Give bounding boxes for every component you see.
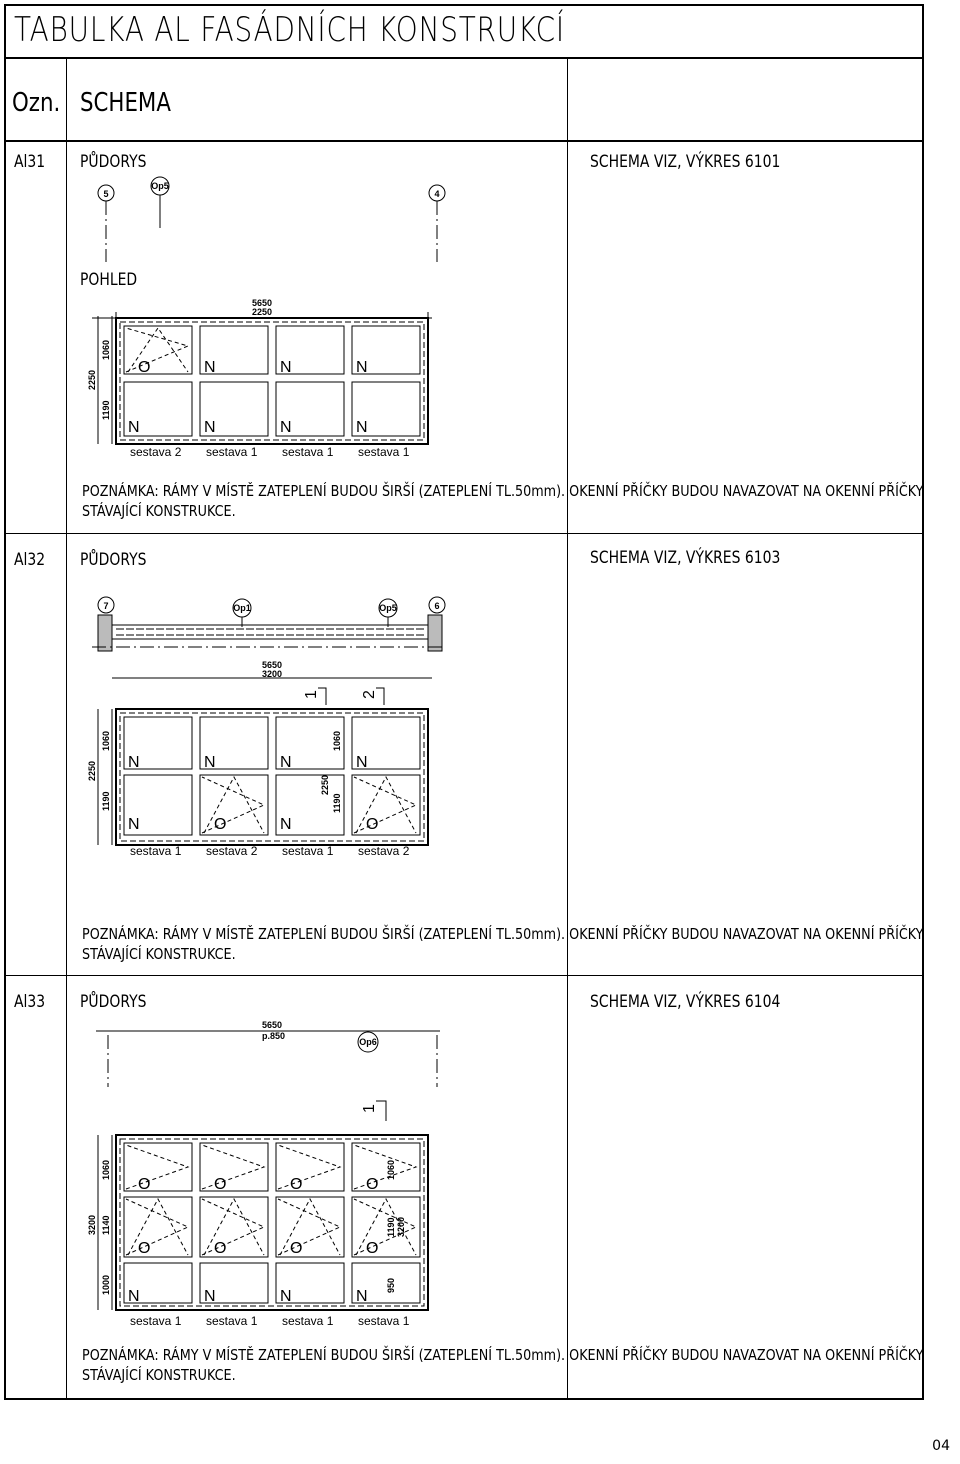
svg-text:N: N <box>280 419 292 436</box>
svg-text:Op6: Op6 <box>359 1037 377 1047</box>
window-elevation-al31 <box>116 318 428 459</box>
svg-text:O: O <box>138 1240 151 1257</box>
svg-text:5650: 5650 <box>262 1020 283 1030</box>
svg-text:O: O <box>138 359 151 376</box>
svg-text:N: N <box>204 359 216 376</box>
svg-text:sestava 1: sestava 1 <box>130 1314 182 1328</box>
schema-ref: SCHEMA VIZ, VÝKRES 6101 <box>590 152 781 172</box>
schema-ref: SCHEMA VIZ, VÝKRES 6104 <box>590 992 781 1012</box>
svg-text:3200: 3200 <box>87 1214 97 1235</box>
svg-text:Op5: Op5 <box>379 603 397 613</box>
drawing-al31 <box>0 0 960 533</box>
svg-text:4: 4 <box>434 189 440 199</box>
svg-text:N: N <box>280 1288 292 1305</box>
plan-section <box>92 615 446 651</box>
svg-text:1140: 1140 <box>101 1215 111 1235</box>
svg-text:2250: 2250 <box>320 774 330 795</box>
svg-text:sestava 1: sestava 1 <box>206 1314 258 1328</box>
svg-text:O: O <box>214 1240 227 1257</box>
svg-text:O: O <box>214 1176 227 1193</box>
svg-text:O: O <box>214 816 227 833</box>
pudorys-label: PŮDORYS <box>80 992 147 1012</box>
svg-text:3200: 3200 <box>262 669 283 679</box>
svg-text:1: 1 <box>361 1104 378 1113</box>
svg-text:1060: 1060 <box>332 730 342 751</box>
dim-top <box>92 298 432 324</box>
svg-text:950: 950 <box>386 1277 396 1293</box>
header-ozn: Ozn. <box>12 88 61 118</box>
note-line-2: STÁVAJÍCÍ KONSTRUKCE. <box>82 502 236 520</box>
opening-marker-op1 <box>233 599 251 627</box>
svg-text:sestava 2: sestava 2 <box>358 844 410 858</box>
svg-text:sestava 2: sestava 2 <box>206 844 258 858</box>
svg-text:O: O <box>366 1176 379 1193</box>
dim-top <box>96 1020 440 1041</box>
svg-text:5650: 5650 <box>262 660 283 670</box>
window-elevation-al33 <box>116 1135 428 1328</box>
svg-text:O: O <box>290 1176 303 1193</box>
axis-marker-7 <box>98 597 114 613</box>
section-marks <box>361 1101 386 1121</box>
dim-left <box>87 709 112 845</box>
svg-text:O: O <box>366 1240 379 1257</box>
svg-text:sestava 1: sestava 1 <box>282 1314 334 1328</box>
row-code: Al32 <box>14 550 46 570</box>
svg-text:N: N <box>356 359 368 376</box>
svg-text:N: N <box>204 1288 216 1305</box>
svg-text:N: N <box>356 754 368 771</box>
svg-text:O: O <box>290 1240 303 1257</box>
svg-text:O: O <box>366 816 379 833</box>
svg-text:N: N <box>280 816 292 833</box>
svg-text:1190: 1190 <box>101 400 111 420</box>
note-line-2: STÁVAJÍCÍ KONSTRUKCE. <box>82 1366 236 1384</box>
svg-text:5: 5 <box>103 189 109 199</box>
pohled-label: POHLED <box>80 270 138 290</box>
svg-text:Op1: Op1 <box>233 603 251 613</box>
svg-text:N: N <box>204 754 216 771</box>
svg-text:Op5: Op5 <box>151 181 169 191</box>
header-schema: SCHEMA <box>80 88 171 118</box>
svg-text:N: N <box>280 754 292 771</box>
opening-marker-op6 <box>358 1032 378 1052</box>
note-line-1: POZNÁMKA: RÁMY V MÍSTĚ ZATEPLENÍ BUDOU ŠIRŠÍ (ZATEPLENÍ TL.50mm). OKENNÍ PŘÍČKY BUDOU NAVAZOVAT NA OKENNÍ PŘÍČKY <box>82 482 924 500</box>
svg-text:N: N <box>356 419 368 436</box>
document-title: TABULKA AL FASÁDNÍCH KONSTRUKCÍ <box>14 10 565 50</box>
drawing-al33 <box>0 975 960 1398</box>
axis-marker-6 <box>429 597 445 613</box>
svg-text:N: N <box>128 754 140 771</box>
pudorys-label: PŮDORYS <box>80 152 147 172</box>
svg-text:2250: 2250 <box>252 307 273 317</box>
dim-mid <box>320 731 342 813</box>
opening-marker-op5 <box>151 177 169 228</box>
note-line-1: POZNÁMKA: RÁMY V MÍSTĚ ZATEPLENÍ BUDOU ŠIRŠÍ (ZATEPLENÍ TL.50mm). OKENNÍ PŘÍČKY BUDOU NAVAZOVAT NA OKENNÍ PŘÍČKY <box>82 925 924 943</box>
window-elevation-al32 <box>116 709 428 858</box>
frame-bottom <box>4 1398 924 1400</box>
svg-text:1190: 1190 <box>332 793 342 813</box>
svg-text:N: N <box>128 816 140 833</box>
section-marks <box>303 688 384 705</box>
drawing-al32 <box>0 533 960 975</box>
svg-text:2: 2 <box>361 690 378 699</box>
dim-right <box>386 1160 406 1293</box>
svg-text:1190: 1190 <box>386 1217 396 1237</box>
svg-text:N: N <box>128 419 140 436</box>
svg-text:7: 7 <box>103 601 109 611</box>
svg-text:sestava 1: sestava 1 <box>358 445 410 459</box>
svg-text:1: 1 <box>303 690 320 699</box>
svg-text:N: N <box>356 1288 368 1305</box>
svg-text:sestava 1: sestava 1 <box>130 844 182 858</box>
svg-text:1190: 1190 <box>101 791 111 811</box>
svg-text:2250: 2250 <box>87 760 97 781</box>
page-number: 04 <box>932 1438 950 1454</box>
svg-text:N: N <box>204 419 216 436</box>
svg-text:3200: 3200 <box>396 1216 406 1237</box>
svg-text:1060: 1060 <box>101 730 111 751</box>
svg-text:sestava 1: sestava 1 <box>282 445 334 459</box>
svg-text:1000: 1000 <box>101 1274 111 1295</box>
svg-text:p.850: p.850 <box>262 1031 286 1041</box>
svg-text:1060: 1060 <box>386 1159 396 1180</box>
svg-text:O: O <box>138 1176 151 1193</box>
svg-text:1060: 1060 <box>101 1159 111 1180</box>
note-line-1: POZNÁMKA: RÁMY V MÍSTĚ ZATEPLENÍ BUDOU ŠIRŠÍ (ZATEPLENÍ TL.50mm). OKENNÍ PŘÍČKY BUDOU NAVAZOVAT NA OKENNÍ PŘÍČKY <box>82 1346 924 1364</box>
svg-text:sestava 1: sestava 1 <box>206 445 258 459</box>
svg-text:1060: 1060 <box>101 339 111 360</box>
svg-text:N: N <box>128 1288 140 1305</box>
pudorys-label: PŮDORYS <box>80 550 147 570</box>
svg-text:sestava 1: sestava 1 <box>358 1314 410 1328</box>
dim-left <box>87 1135 112 1310</box>
axis-marker-5 <box>98 185 114 262</box>
schema-ref: SCHEMA VIZ, VÝKRES 6103 <box>590 548 781 568</box>
svg-text:6: 6 <box>434 601 440 611</box>
svg-text:sestava 1: sestava 1 <box>282 844 334 858</box>
opening-marker-op5 <box>379 599 397 627</box>
axis-marker-4 <box>429 185 445 262</box>
svg-text:5650: 5650 <box>252 298 273 308</box>
svg-text:sestava 2: sestava 2 <box>130 445 182 459</box>
dim-top <box>112 660 432 679</box>
note-line-2: STÁVAJÍCÍ KONSTRUKCE. <box>82 945 236 963</box>
svg-text:N: N <box>280 359 292 376</box>
row-code: Al31 <box>14 152 46 172</box>
svg-text:2250: 2250 <box>87 369 97 390</box>
dim-left <box>87 316 112 444</box>
row-code: Al33 <box>14 992 46 1012</box>
